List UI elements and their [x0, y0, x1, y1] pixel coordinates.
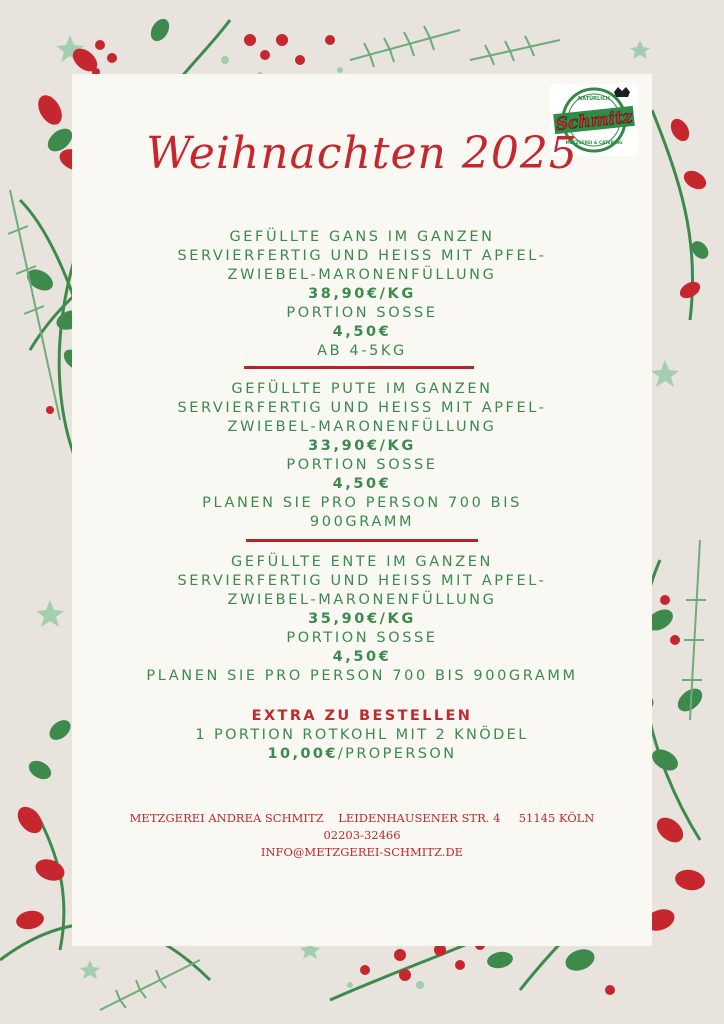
- item-price: 38,90€/KG: [308, 286, 416, 302]
- item-note: AB 4-5KG: [317, 343, 407, 359]
- extra-price-suffix: /PROPERSON: [337, 746, 457, 762]
- page-title: Weihnachten 2025: [146, 128, 578, 179]
- menu-item-goose: [72, 228, 652, 361]
- extra-item: 1 PORTION ROTKOHL MIT 2 KNÖDEL: [195, 727, 529, 743]
- sauce-price: 4,50€: [332, 476, 392, 492]
- street: LEIDENHAUSENER STR. 4: [338, 811, 501, 825]
- menu-item-duck: [72, 553, 652, 686]
- item-title: GEFÜLLTE PUTE IM GANZEN: [231, 381, 493, 397]
- item-description: SERVIERFERTIG UND HEISS MIT APFEL-: [177, 248, 547, 264]
- item-title: GEFÜLLTE ENTE IM GANZEN: [231, 554, 493, 570]
- divider: [244, 366, 474, 369]
- item-description: ZWIEBEL-MARONENFÜLLUNG: [227, 419, 497, 435]
- shop-name: METZGEREI ANDREA SCHMITZ: [129, 811, 324, 825]
- sauce-label: PORTION SOSSE: [286, 305, 438, 321]
- item-note: PLANEN SIE PRO PERSON 700 BIS: [202, 495, 522, 511]
- extra-price-line: [72, 745, 652, 764]
- address-line: [72, 810, 652, 827]
- phone[interactable]: 02203-32466: [323, 828, 401, 842]
- item-note: 900GRAMM: [309, 514, 415, 530]
- sauce-price: 4,50€: [332, 649, 392, 665]
- item-description: ZWIEBEL-MARONENFÜLLUNG: [227, 592, 497, 608]
- extra-heading: EXTRA ZU BESTELLEN: [251, 708, 473, 724]
- logo-brand: Schmitz: [554, 107, 634, 135]
- menu-item-turkey: [72, 380, 652, 532]
- logo-bottom-text: METZGEREI & CATERING: [565, 140, 623, 145]
- logo-top-text: NATÜRLICH: [578, 96, 610, 102]
- sauce-price: 4,50€: [332, 324, 392, 340]
- city: 51145 KÖLN: [518, 811, 595, 825]
- crown-icon: [614, 87, 630, 97]
- sauce-label: PORTION SOSSE: [286, 630, 438, 646]
- divider: [246, 539, 478, 542]
- item-price: 33,90€/KG: [308, 438, 416, 454]
- item-description: SERVIERFERTIG UND HEISS MIT APFEL-: [177, 573, 547, 589]
- extra-section: [72, 707, 652, 764]
- item-description: ZWIEBEL-MARONENFÜLLUNG: [227, 267, 497, 283]
- sauce-label: PORTION SOSSE: [286, 457, 438, 473]
- item-note: PLANEN SIE PRO PERSON 700 BIS 900GRAMM: [146, 668, 578, 684]
- contact-info: [72, 810, 652, 861]
- item-title: GEFÜLLTE GANS IM GANZEN: [229, 229, 495, 245]
- extra-price: 10,00€: [267, 746, 338, 762]
- item-price: 35,90€/KG: [308, 611, 416, 627]
- email[interactable]: INFO@METZGEREI-SCHMITZ.DE: [260, 845, 464, 859]
- item-description: SERVIERFERTIG UND HEISS MIT APFEL-: [177, 400, 547, 416]
